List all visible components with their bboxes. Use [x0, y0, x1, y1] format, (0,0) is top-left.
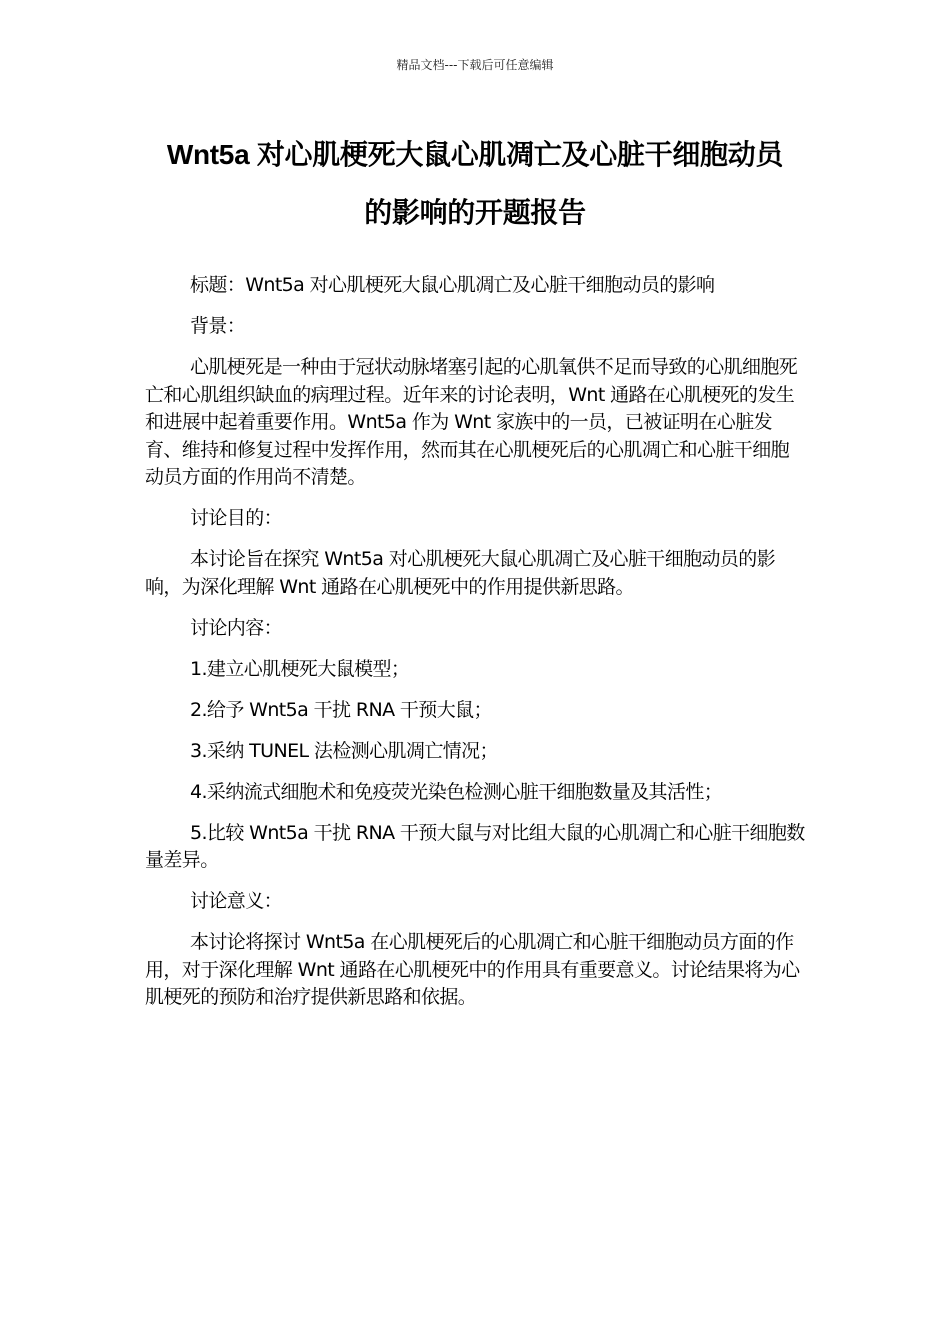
- content-item-5: 5.比较 Wnt5a 干扰 RNA 干预大鼠与对比组大鼠的心肌凋亡和心脏干细胞数量差异。: [145, 821, 805, 871]
- content-item-2: 2.给予 Wnt5a 干扰 RNA 干预大鼠；: [190, 698, 492, 721]
- document-title: [120, 126, 830, 242]
- significance-paragraph: 本讨论将探讨 Wnt5a 在心肌梗死后的心肌凋亡和心脏干细胞动员方面的作用，对于深化理解 Wnt 通路在心肌梗死中的作用具有重要意义。讨论结果将为心肌梗死的预防和治疗提供新思路和依据。: [145, 931, 800, 1008]
- significance-heading: 讨论意义：: [190, 890, 283, 912]
- title-line-1: Wnt5a 对心肌梗死大鼠心肌凋亡及心脏干细胞动员: [166, 139, 784, 170]
- purpose-heading: 讨论目的：: [190, 507, 283, 529]
- title-line-2: 的影响的开题报告: [364, 197, 586, 228]
- document-body: [145, 272, 807, 1025]
- content-heading: 讨论内容：: [190, 616, 283, 639]
- content-item-4: 4.采纳流式细胞术和免疫荧光染色检测心脏干细胞数量及其活性；: [190, 780, 723, 803]
- page-header: 精品文档---下载后可任意编辑: [396, 58, 554, 72]
- background-heading: 背景：: [190, 315, 246, 337]
- subject-line: 标题：Wnt5a 对心肌梗死大鼠心肌凋亡及心脏干细胞动员的影响: [190, 274, 715, 296]
- purpose-paragraph: 本讨论旨在探究 Wnt5a 对心肌梗死大鼠心肌凋亡及心脏干细胞动员的影响，为深化理解 Wnt 通路在心肌梗死中的作用提供新思路。: [145, 548, 776, 598]
- content-item-3: 3.采纳 TUNEL 法检测心肌凋亡情况；: [190, 739, 498, 762]
- content-item-1: 1.建立心肌梗死大鼠模型；: [190, 657, 410, 680]
- background-paragraph: 心肌梗死是一种由于冠状动脉堵塞引起的心肌氧供不足而导致的心肌细胞死亡和心肌组织缺血的病理过程。近年来的讨论表明，Wnt 通路在心肌梗死的发生和进展中起着重要作用。Wnt5a 作为 Wnt 家族中的一员，已被证明在心脏发育、维持和修复过程中发挥作用，然而其在心肌梗死后的心肌凋亡和心脏干细胞动员方面的作用尚不清楚。: [145, 356, 798, 488]
